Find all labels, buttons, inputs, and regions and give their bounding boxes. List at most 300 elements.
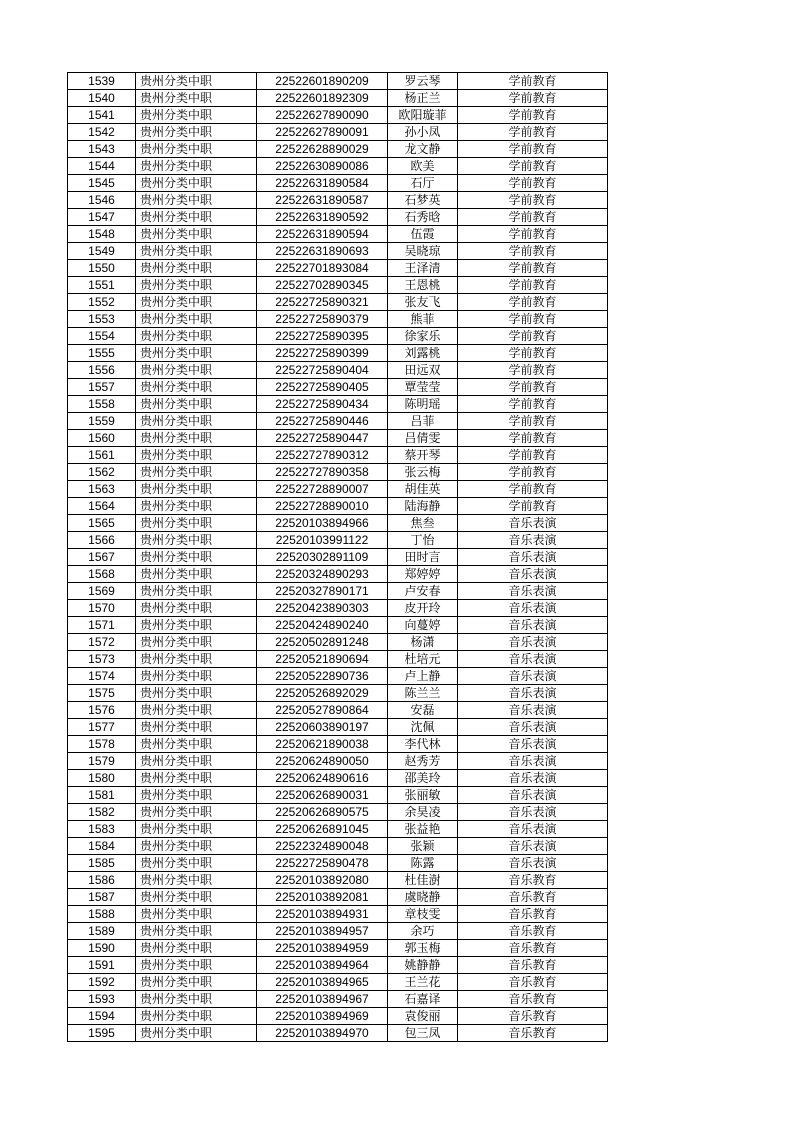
row-number-cell: 1564	[68, 498, 136, 515]
table-row	[68, 940, 608, 957]
exam-id-cell: 22520103894964	[257, 957, 388, 974]
major-cell: 音乐教育	[458, 974, 608, 991]
school-type-cell: 贵州分类中职	[136, 73, 257, 90]
row-number-cell: 1544	[68, 158, 136, 175]
table-row	[68, 719, 608, 736]
student-name-cell: 伍霞	[388, 226, 458, 243]
school-type-cell: 贵州分类中职	[136, 260, 257, 277]
school-type-cell: 贵州分类中职	[136, 821, 257, 838]
table-row	[68, 124, 608, 141]
school-type-cell: 贵州分类中职	[136, 804, 257, 821]
table-row	[68, 379, 608, 396]
row-number-cell: 1557	[68, 379, 136, 396]
student-name-cell: 袁俊丽	[388, 1008, 458, 1025]
row-number-cell: 1574	[68, 668, 136, 685]
table-row	[68, 260, 608, 277]
row-number-cell: 1561	[68, 447, 136, 464]
student-name-cell: 陈兰兰	[388, 685, 458, 702]
row-number-cell: 1567	[68, 549, 136, 566]
table-row	[68, 243, 608, 260]
exam-id-cell: 22522725890446	[257, 413, 388, 430]
row-number-cell: 1554	[68, 328, 136, 345]
school-type-cell: 贵州分类中职	[136, 549, 257, 566]
exam-id-cell: 22522725890434	[257, 396, 388, 413]
student-name-cell: 徐家乐	[388, 328, 458, 345]
school-type-cell: 贵州分类中职	[136, 600, 257, 617]
student-name-cell: 卢上静	[388, 668, 458, 685]
table-row	[68, 328, 608, 345]
row-number-cell: 1552	[68, 294, 136, 311]
student-name-cell: 姚静静	[388, 957, 458, 974]
major-cell: 音乐表演	[458, 804, 608, 821]
table-row	[68, 73, 608, 90]
exam-id-cell: 22520302891109	[257, 549, 388, 566]
school-type-cell: 贵州分类中职	[136, 141, 257, 158]
exam-id-cell: 22522725890379	[257, 311, 388, 328]
exam-id-cell: 22520522890736	[257, 668, 388, 685]
school-type-cell: 贵州分类中职	[136, 787, 257, 804]
exam-id-cell: 22520327890171	[257, 583, 388, 600]
exam-id-cell: 22522627890091	[257, 124, 388, 141]
school-type-cell: 贵州分类中职	[136, 464, 257, 481]
student-name-cell: 杨潇	[388, 634, 458, 651]
table-row	[68, 464, 608, 481]
school-type-cell: 贵州分类中职	[136, 923, 257, 940]
table-row	[68, 294, 608, 311]
table-row	[68, 515, 608, 532]
exam-id-cell: 22522725890447	[257, 430, 388, 447]
row-number-cell: 1540	[68, 90, 136, 107]
major-cell: 学前教育	[458, 175, 608, 192]
major-cell: 学前教育	[458, 498, 608, 515]
student-name-cell: 孙小凤	[388, 124, 458, 141]
row-number-cell: 1539	[68, 73, 136, 90]
major-cell: 音乐教育	[458, 923, 608, 940]
exam-id-cell: 22522631890587	[257, 192, 388, 209]
student-name-cell: 余巧	[388, 923, 458, 940]
major-cell: 音乐表演	[458, 617, 608, 634]
row-number-cell: 1570	[68, 600, 136, 617]
exam-id-cell: 22520603890197	[257, 719, 388, 736]
table-row	[68, 362, 608, 379]
school-type-cell: 贵州分类中职	[136, 991, 257, 1008]
school-type-cell: 贵州分类中职	[136, 702, 257, 719]
exam-id-cell: 22522728890010	[257, 498, 388, 515]
table-row	[68, 702, 608, 719]
school-type-cell: 贵州分类中职	[136, 515, 257, 532]
exam-id-cell: 22522601892309	[257, 90, 388, 107]
exam-id-cell: 22520103991122	[257, 532, 388, 549]
row-number-cell: 1587	[68, 889, 136, 906]
student-table	[67, 72, 608, 1042]
school-type-cell: 贵州分类中职	[136, 192, 257, 209]
row-number-cell: 1584	[68, 838, 136, 855]
row-number-cell: 1582	[68, 804, 136, 821]
row-number-cell: 1575	[68, 685, 136, 702]
row-number-cell: 1585	[68, 855, 136, 872]
school-type-cell: 贵州分类中职	[136, 889, 257, 906]
exam-id-cell: 22522631890693	[257, 243, 388, 260]
row-number-cell: 1586	[68, 872, 136, 889]
table-row	[68, 158, 608, 175]
major-cell: 音乐表演	[458, 787, 608, 804]
school-type-cell: 贵州分类中职	[136, 294, 257, 311]
row-number-cell: 1588	[68, 906, 136, 923]
student-name-cell: 杜佳澍	[388, 872, 458, 889]
student-name-cell: 包三凤	[388, 1025, 458, 1042]
major-cell: 音乐表演	[458, 702, 608, 719]
exam-id-cell: 22522628890029	[257, 141, 388, 158]
student-name-cell: 张友飞	[388, 294, 458, 311]
school-type-cell: 贵州分类中职	[136, 668, 257, 685]
exam-id-cell: 22520103894969	[257, 1008, 388, 1025]
table-row	[68, 90, 608, 107]
table-row	[68, 651, 608, 668]
student-name-cell: 邵美玲	[388, 770, 458, 787]
exam-id-cell: 22522725890399	[257, 345, 388, 362]
student-name-cell: 陈露	[388, 855, 458, 872]
school-type-cell: 贵州分类中职	[136, 498, 257, 515]
exam-id-cell: 22520423890303	[257, 600, 388, 617]
major-cell: 音乐表演	[458, 753, 608, 770]
row-number-cell: 1579	[68, 753, 136, 770]
major-cell: 学前教育	[458, 328, 608, 345]
table-row	[68, 396, 608, 413]
table-row	[68, 430, 608, 447]
row-number-cell: 1541	[68, 107, 136, 124]
major-cell: 学前教育	[458, 107, 608, 124]
exam-id-cell: 22520626891045	[257, 821, 388, 838]
exam-id-cell: 22520521890694	[257, 651, 388, 668]
school-type-cell: 贵州分类中职	[136, 311, 257, 328]
school-type-cell: 贵州分类中职	[136, 1025, 257, 1042]
student-name-cell: 胡佳英	[388, 481, 458, 498]
exam-id-cell: 22520424890240	[257, 617, 388, 634]
school-type-cell: 贵州分类中职	[136, 124, 257, 141]
table-row	[68, 906, 608, 923]
school-type-cell: 贵州分类中职	[136, 447, 257, 464]
exam-id-cell: 22520103892080	[257, 872, 388, 889]
school-type-cell: 贵州分类中职	[136, 277, 257, 294]
major-cell: 音乐教育	[458, 872, 608, 889]
student-name-cell: 陈明瑶	[388, 396, 458, 413]
major-cell: 音乐表演	[458, 651, 608, 668]
school-type-cell: 贵州分类中职	[136, 617, 257, 634]
major-cell: 音乐表演	[458, 685, 608, 702]
student-name-cell: 石厅	[388, 175, 458, 192]
school-type-cell: 贵州分类中职	[136, 634, 257, 651]
table-row	[68, 668, 608, 685]
major-cell: 音乐表演	[458, 583, 608, 600]
row-number-cell: 1573	[68, 651, 136, 668]
student-name-cell: 王兰花	[388, 974, 458, 991]
exam-id-cell: 22520103894959	[257, 940, 388, 957]
row-number-cell: 1559	[68, 413, 136, 430]
table-row	[68, 107, 608, 124]
major-cell: 学前教育	[458, 362, 608, 379]
major-cell: 音乐表演	[458, 532, 608, 549]
school-type-cell: 贵州分类中职	[136, 379, 257, 396]
table-row	[68, 481, 608, 498]
student-name-cell: 王恩桃	[388, 277, 458, 294]
student-name-cell: 丁怡	[388, 532, 458, 549]
school-type-cell: 贵州分类中职	[136, 838, 257, 855]
school-type-cell: 贵州分类中职	[136, 770, 257, 787]
row-number-cell: 1563	[68, 481, 136, 498]
student-name-cell: 郭玉梅	[388, 940, 458, 957]
major-cell: 音乐表演	[458, 668, 608, 685]
major-cell: 音乐表演	[458, 821, 608, 838]
table-row	[68, 770, 608, 787]
major-cell: 音乐表演	[458, 719, 608, 736]
exam-id-cell: 22522725890395	[257, 328, 388, 345]
row-number-cell: 1547	[68, 209, 136, 226]
major-cell: 学前教育	[458, 209, 608, 226]
row-number-cell: 1565	[68, 515, 136, 532]
table-row	[68, 549, 608, 566]
row-number-cell: 1591	[68, 957, 136, 974]
student-name-cell: 覃莹莹	[388, 379, 458, 396]
student-name-cell: 赵秀芳	[388, 753, 458, 770]
major-cell: 学前教育	[458, 243, 608, 260]
exam-id-cell: 22522725890404	[257, 362, 388, 379]
exam-id-cell: 22522728890007	[257, 481, 388, 498]
student-table-body	[68, 73, 608, 1042]
school-type-cell: 贵州分类中职	[136, 1008, 257, 1025]
major-cell: 学前教育	[458, 90, 608, 107]
student-name-cell: 向蔓婷	[388, 617, 458, 634]
table-row	[68, 583, 608, 600]
major-cell: 学前教育	[458, 379, 608, 396]
student-name-cell: 张颖	[388, 838, 458, 855]
row-number-cell: 1549	[68, 243, 136, 260]
school-type-cell: 贵州分类中职	[136, 940, 257, 957]
row-number-cell: 1580	[68, 770, 136, 787]
major-cell: 音乐教育	[458, 991, 608, 1008]
row-number-cell: 1592	[68, 974, 136, 991]
major-cell: 学前教育	[458, 481, 608, 498]
table-row	[68, 838, 608, 855]
major-cell: 音乐教育	[458, 1008, 608, 1025]
student-name-cell: 石梦英	[388, 192, 458, 209]
major-cell: 音乐表演	[458, 515, 608, 532]
row-number-cell: 1546	[68, 192, 136, 209]
exam-id-cell: 22520103892081	[257, 889, 388, 906]
row-number-cell: 1572	[68, 634, 136, 651]
exam-id-cell: 22522324890048	[257, 838, 388, 855]
student-name-cell: 章枝雯	[388, 906, 458, 923]
table-row	[68, 413, 608, 430]
school-type-cell: 贵州分类中职	[136, 362, 257, 379]
row-number-cell: 1590	[68, 940, 136, 957]
student-name-cell: 张丽敏	[388, 787, 458, 804]
major-cell: 音乐表演	[458, 855, 608, 872]
major-cell: 音乐表演	[458, 838, 608, 855]
student-name-cell: 田时言	[388, 549, 458, 566]
table-row	[68, 345, 608, 362]
table-row	[68, 566, 608, 583]
student-name-cell: 张云梅	[388, 464, 458, 481]
student-name-cell: 熊菲	[388, 311, 458, 328]
exam-id-cell: 22520626890031	[257, 787, 388, 804]
school-type-cell: 贵州分类中职	[136, 651, 257, 668]
table-row	[68, 787, 608, 804]
table-row	[68, 141, 608, 158]
major-cell: 学前教育	[458, 447, 608, 464]
school-type-cell: 贵州分类中职	[136, 481, 257, 498]
exam-id-cell: 22520526892029	[257, 685, 388, 702]
student-name-cell: 欧美	[388, 158, 458, 175]
exam-id-cell: 22520324890293	[257, 566, 388, 583]
row-number-cell: 1577	[68, 719, 136, 736]
student-name-cell: 蔡开琴	[388, 447, 458, 464]
exam-id-cell: 22522631890584	[257, 175, 388, 192]
major-cell: 音乐教育	[458, 957, 608, 974]
school-type-cell: 贵州分类中职	[136, 719, 257, 736]
major-cell: 学前教育	[458, 430, 608, 447]
student-name-cell: 龙文静	[388, 141, 458, 158]
exam-id-cell: 22520103894967	[257, 991, 388, 1008]
school-type-cell: 贵州分类中职	[136, 107, 257, 124]
exam-id-cell: 22522701893084	[257, 260, 388, 277]
school-type-cell: 贵州分类中职	[136, 532, 257, 549]
major-cell: 音乐教育	[458, 940, 608, 957]
row-number-cell: 1583	[68, 821, 136, 838]
school-type-cell: 贵州分类中职	[136, 175, 257, 192]
major-cell: 音乐表演	[458, 770, 608, 787]
exam-id-cell: 22522727890312	[257, 447, 388, 464]
row-number-cell: 1553	[68, 311, 136, 328]
table-row	[68, 957, 608, 974]
student-name-cell: 陆海静	[388, 498, 458, 515]
student-name-cell: 皮开玲	[388, 600, 458, 617]
exam-id-cell: 22520624890050	[257, 753, 388, 770]
school-type-cell: 贵州分类中职	[136, 413, 257, 430]
table-row	[68, 226, 608, 243]
major-cell: 音乐表演	[458, 566, 608, 583]
major-cell: 音乐教育	[458, 889, 608, 906]
row-number-cell: 1558	[68, 396, 136, 413]
exam-id-cell: 22522601890209	[257, 73, 388, 90]
student-name-cell: 焦叁	[388, 515, 458, 532]
school-type-cell: 贵州分类中职	[136, 209, 257, 226]
table-row	[68, 532, 608, 549]
school-type-cell: 贵州分类中职	[136, 974, 257, 991]
row-number-cell: 1548	[68, 226, 136, 243]
row-number-cell: 1595	[68, 1025, 136, 1042]
row-number-cell: 1562	[68, 464, 136, 481]
student-name-cell: 李代林	[388, 736, 458, 753]
major-cell: 学前教育	[458, 464, 608, 481]
table-row	[68, 175, 608, 192]
major-cell: 音乐表演	[458, 634, 608, 651]
exam-id-cell: 22520626890575	[257, 804, 388, 821]
major-cell: 音乐教育	[458, 1025, 608, 1042]
table-row	[68, 855, 608, 872]
row-number-cell: 1589	[68, 923, 136, 940]
school-type-cell: 贵州分类中职	[136, 243, 257, 260]
table-row	[68, 311, 608, 328]
table-row	[68, 600, 608, 617]
table-row	[68, 804, 608, 821]
exam-id-cell: 22522627890090	[257, 107, 388, 124]
school-type-cell: 贵州分类中职	[136, 90, 257, 107]
exam-id-cell: 22520103894957	[257, 923, 388, 940]
student-name-cell: 安磊	[388, 702, 458, 719]
table-row	[68, 753, 608, 770]
major-cell: 音乐表演	[458, 549, 608, 566]
table-row	[68, 991, 608, 1008]
school-type-cell: 贵州分类中职	[136, 583, 257, 600]
row-number-cell: 1545	[68, 175, 136, 192]
table-row	[68, 192, 608, 209]
student-name-cell: 欧阳璇菲	[388, 107, 458, 124]
school-type-cell: 贵州分类中职	[136, 736, 257, 753]
row-number-cell: 1555	[68, 345, 136, 362]
student-name-cell: 田远双	[388, 362, 458, 379]
row-number-cell: 1560	[68, 430, 136, 447]
row-number-cell: 1581	[68, 787, 136, 804]
row-number-cell: 1543	[68, 141, 136, 158]
row-number-cell: 1594	[68, 1008, 136, 1025]
major-cell: 学前教育	[458, 73, 608, 90]
exam-id-cell: 22522630890086	[257, 158, 388, 175]
major-cell: 学前教育	[458, 260, 608, 277]
table-row	[68, 1008, 608, 1025]
table-row	[68, 277, 608, 294]
exam-id-cell: 22522725890478	[257, 855, 388, 872]
student-name-cell: 吕倩雯	[388, 430, 458, 447]
school-type-cell: 贵州分类中职	[136, 430, 257, 447]
major-cell: 学前教育	[458, 158, 608, 175]
row-number-cell: 1593	[68, 991, 136, 1008]
school-type-cell: 贵州分类中职	[136, 396, 257, 413]
exam-id-cell: 22520621890038	[257, 736, 388, 753]
table-row	[68, 209, 608, 226]
table-row	[68, 1025, 608, 1042]
row-number-cell: 1571	[68, 617, 136, 634]
row-number-cell: 1576	[68, 702, 136, 719]
exam-id-cell: 22522725890321	[257, 294, 388, 311]
student-name-cell: 杜培元	[388, 651, 458, 668]
major-cell: 音乐表演	[458, 736, 608, 753]
row-number-cell: 1550	[68, 260, 136, 277]
school-type-cell: 贵州分类中职	[136, 158, 257, 175]
student-name-cell: 张益艳	[388, 821, 458, 838]
table-row	[68, 634, 608, 651]
table-row	[68, 974, 608, 991]
school-type-cell: 贵州分类中职	[136, 906, 257, 923]
table-row	[68, 872, 608, 889]
row-number-cell: 1569	[68, 583, 136, 600]
exam-id-cell: 22522702890345	[257, 277, 388, 294]
row-number-cell: 1542	[68, 124, 136, 141]
exam-id-cell: 22520103894965	[257, 974, 388, 991]
student-name-cell: 吴晓琼	[388, 243, 458, 260]
exam-id-cell: 22520103894970	[257, 1025, 388, 1042]
exam-id-cell: 22520527890864	[257, 702, 388, 719]
student-name-cell: 罗云琴	[388, 73, 458, 90]
exam-id-cell: 22520103894966	[257, 515, 388, 532]
exam-id-cell: 22522631890592	[257, 209, 388, 226]
school-type-cell: 贵州分类中职	[136, 685, 257, 702]
major-cell: 学前教育	[458, 311, 608, 328]
row-number-cell: 1568	[68, 566, 136, 583]
student-name-cell: 虞晓静	[388, 889, 458, 906]
school-type-cell: 贵州分类中职	[136, 957, 257, 974]
school-type-cell: 贵州分类中职	[136, 226, 257, 243]
table-row	[68, 685, 608, 702]
